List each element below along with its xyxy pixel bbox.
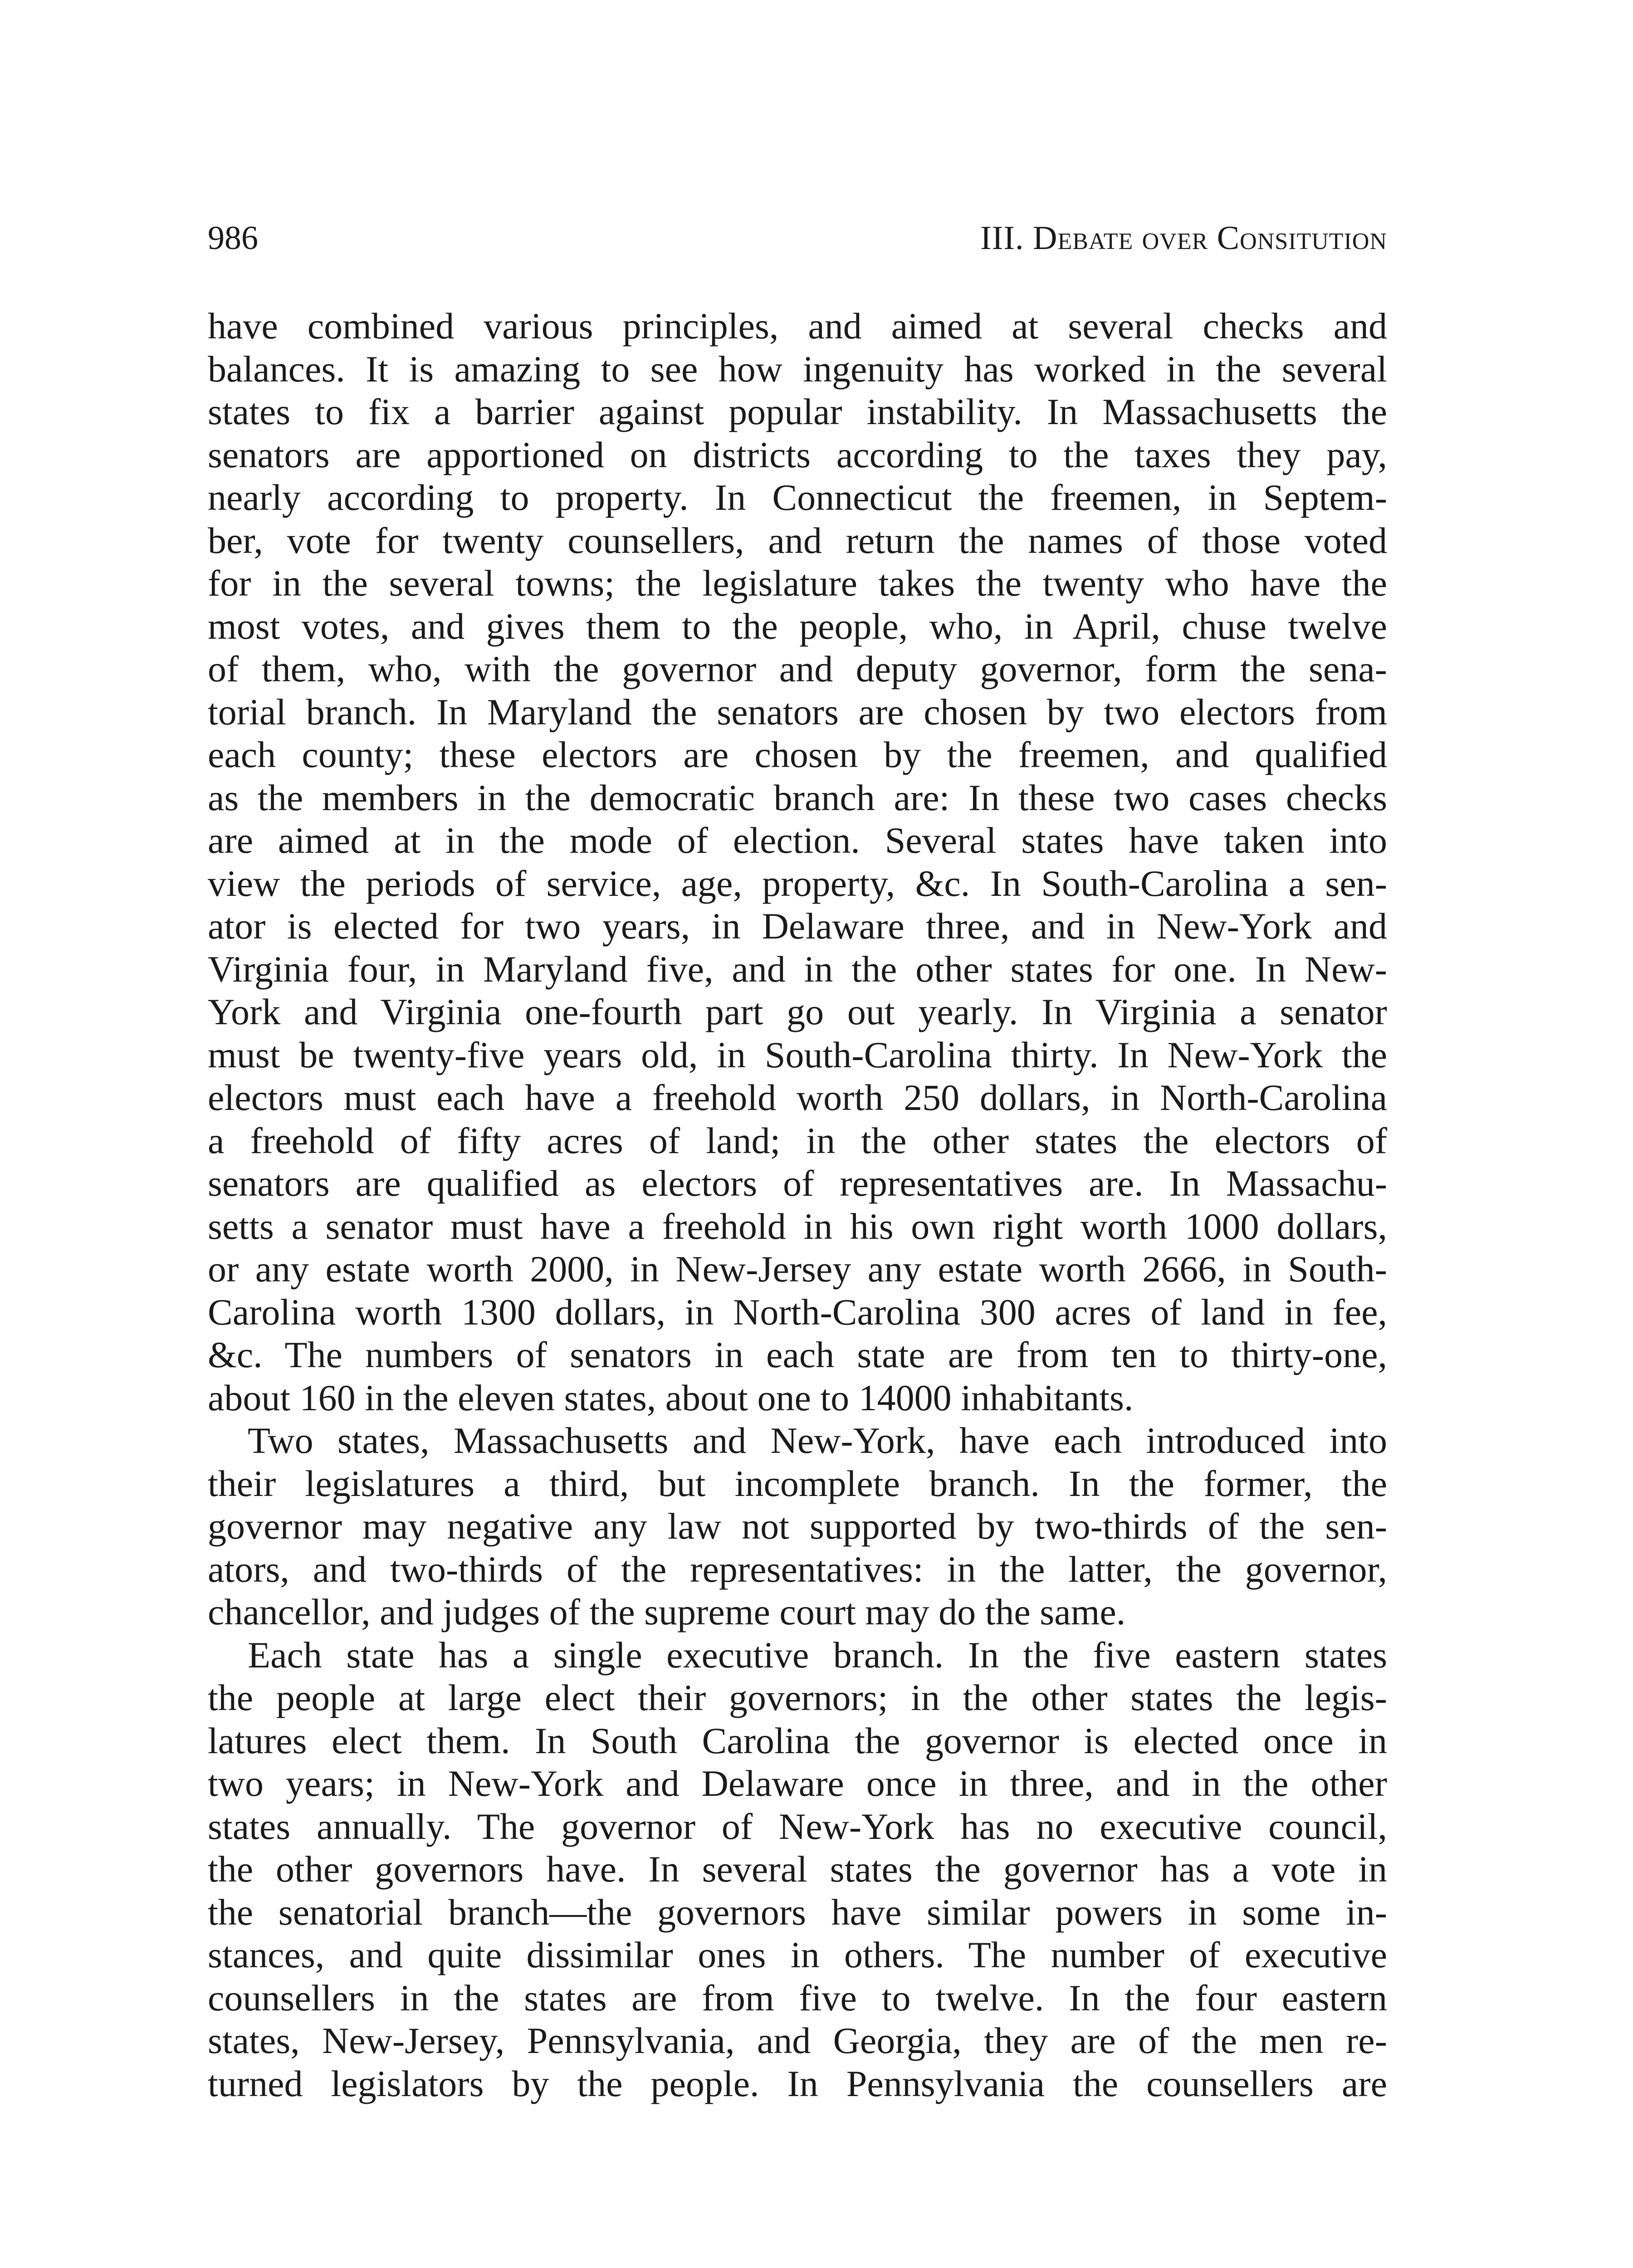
text-line: Two states, Massachusetts and New-York, have each introduced into: [248, 1420, 1387, 1461]
text-line: Carolina worth 1300 dollars, in North-Carolina 300 acres of land in fee,: [208, 1291, 1387, 1333]
text-line: Virginia four, in Maryland five, and in the other states for one. In New-: [208, 948, 1387, 990]
text-line: a freehold of fifty acres of land; in the other states the electors of: [208, 1119, 1387, 1161]
text-line: view the periods of service, age, property, &c. In South-Carolina a sen-: [208, 862, 1387, 904]
text-line: senators are qualified as electors of representatives are. In Massachu-: [208, 1163, 1387, 1204]
text-line: about 160 in the eleven states, about one to 14000 inhabitants.: [208, 1377, 1134, 1418]
text-line: governor may negative any law not supported by two-thirds of the sen-: [208, 1505, 1387, 1547]
text-line: turned legislators by the people. In Pennsylvania the counsellers are: [208, 2063, 1387, 2104]
body-text: [208, 305, 1387, 2105]
text-line: &c. The numbers of senators in each state are from ten to thirty-one,: [208, 1334, 1387, 1375]
text-line: must be twenty-five years old, in South-Carolina thirty. In New-York the: [208, 1034, 1387, 1075]
text-line: each county; these electors are chosen by the freemen, and qualified: [208, 734, 1387, 775]
text-line: the senatorial branch—the governors have similar powers in some in-: [208, 1891, 1387, 1933]
text-line: stances, and quite dissimilar ones in others. The number of executive: [208, 1934, 1387, 1975]
text-line: of them, who, with the governor and deputy governor, form the sena-: [208, 648, 1387, 689]
text-line: electors must each have a freehold worth 250 dollars, in North-Carolina: [208, 1077, 1387, 1118]
text-line: setts a senator must have a freehold in his own right worth 1000 dollars,: [208, 1205, 1387, 1247]
text-line: states, New-Jersey, Pennsylvania, and Georgia, they are of the men re-: [208, 2020, 1387, 2061]
text-line: counsellers in the states are from five to twelve. In the four eastern: [208, 1977, 1387, 2019]
text-line: have combined various principles, and aimed at several checks and: [208, 305, 1387, 347]
text-line: states annually. The governor of New-York has no executive council,: [208, 1805, 1387, 1847]
text-line: the people at large elect their governors; in the other states the legis-: [208, 1677, 1387, 1718]
text-line: or any estate worth 2000, in New-Jersey any estate worth 2666, in South-: [208, 1248, 1387, 1290]
text-line: latures elect them. In South Carolina the governor is elected once in: [208, 1720, 1387, 1761]
text-line: the other governors have. In several states the governor has a vote in: [208, 1848, 1387, 1890]
text-line: are aimed at in the mode of election. Several states have taken into: [208, 820, 1387, 861]
text-line: torial branch. In Maryland the senators are chosen by two electors from: [208, 691, 1387, 733]
page-number: 986: [208, 220, 258, 257]
text-line: states to fix a barrier against popular instability. In Massachusetts the: [208, 391, 1387, 432]
text-line: ator is elected for two years, in Delaware three, and in New-York and: [208, 905, 1387, 947]
text-line: balances. It is amazing to see how ingenuity has worked in the several: [208, 348, 1387, 390]
text-line: York and Virginia one-fourth part go out yearly. In Virginia a senator: [208, 991, 1387, 1032]
section-title: III. Debate over Consitution: [980, 220, 1387, 257]
text-line: nearly according to property. In Connecticut the freemen, in Septem-: [208, 477, 1387, 518]
text-line: as the members in the democratic branch are: In these two cases checks: [208, 777, 1387, 818]
text-line: chancellor, and judges of the supreme court may do the same.: [208, 1591, 1126, 1633]
text-line: ber, vote for twenty counsellers, and return the names of those voted: [208, 519, 1387, 561]
text-line: for in the several towns; the legislature takes the twenty who have the: [208, 562, 1387, 604]
text-line: ators, and two-thirds of the representatives: in the latter, the governor,: [208, 1548, 1387, 1590]
text-line: senators are apportioned on districts according to the taxes they pay,: [208, 434, 1387, 475]
text-line: two years; in New-York and Delaware once in three, and in the other: [208, 1763, 1387, 1804]
text-line: Each state has a single executive branch. In the five eastern states: [248, 1634, 1387, 1676]
text-line: most votes, and gives them to the people, who, in April, chuse twelve: [208, 605, 1387, 647]
running-head: [208, 218, 1387, 259]
text-line: their legislatures a third, but incomplete branch. In the former, the: [208, 1462, 1387, 1504]
